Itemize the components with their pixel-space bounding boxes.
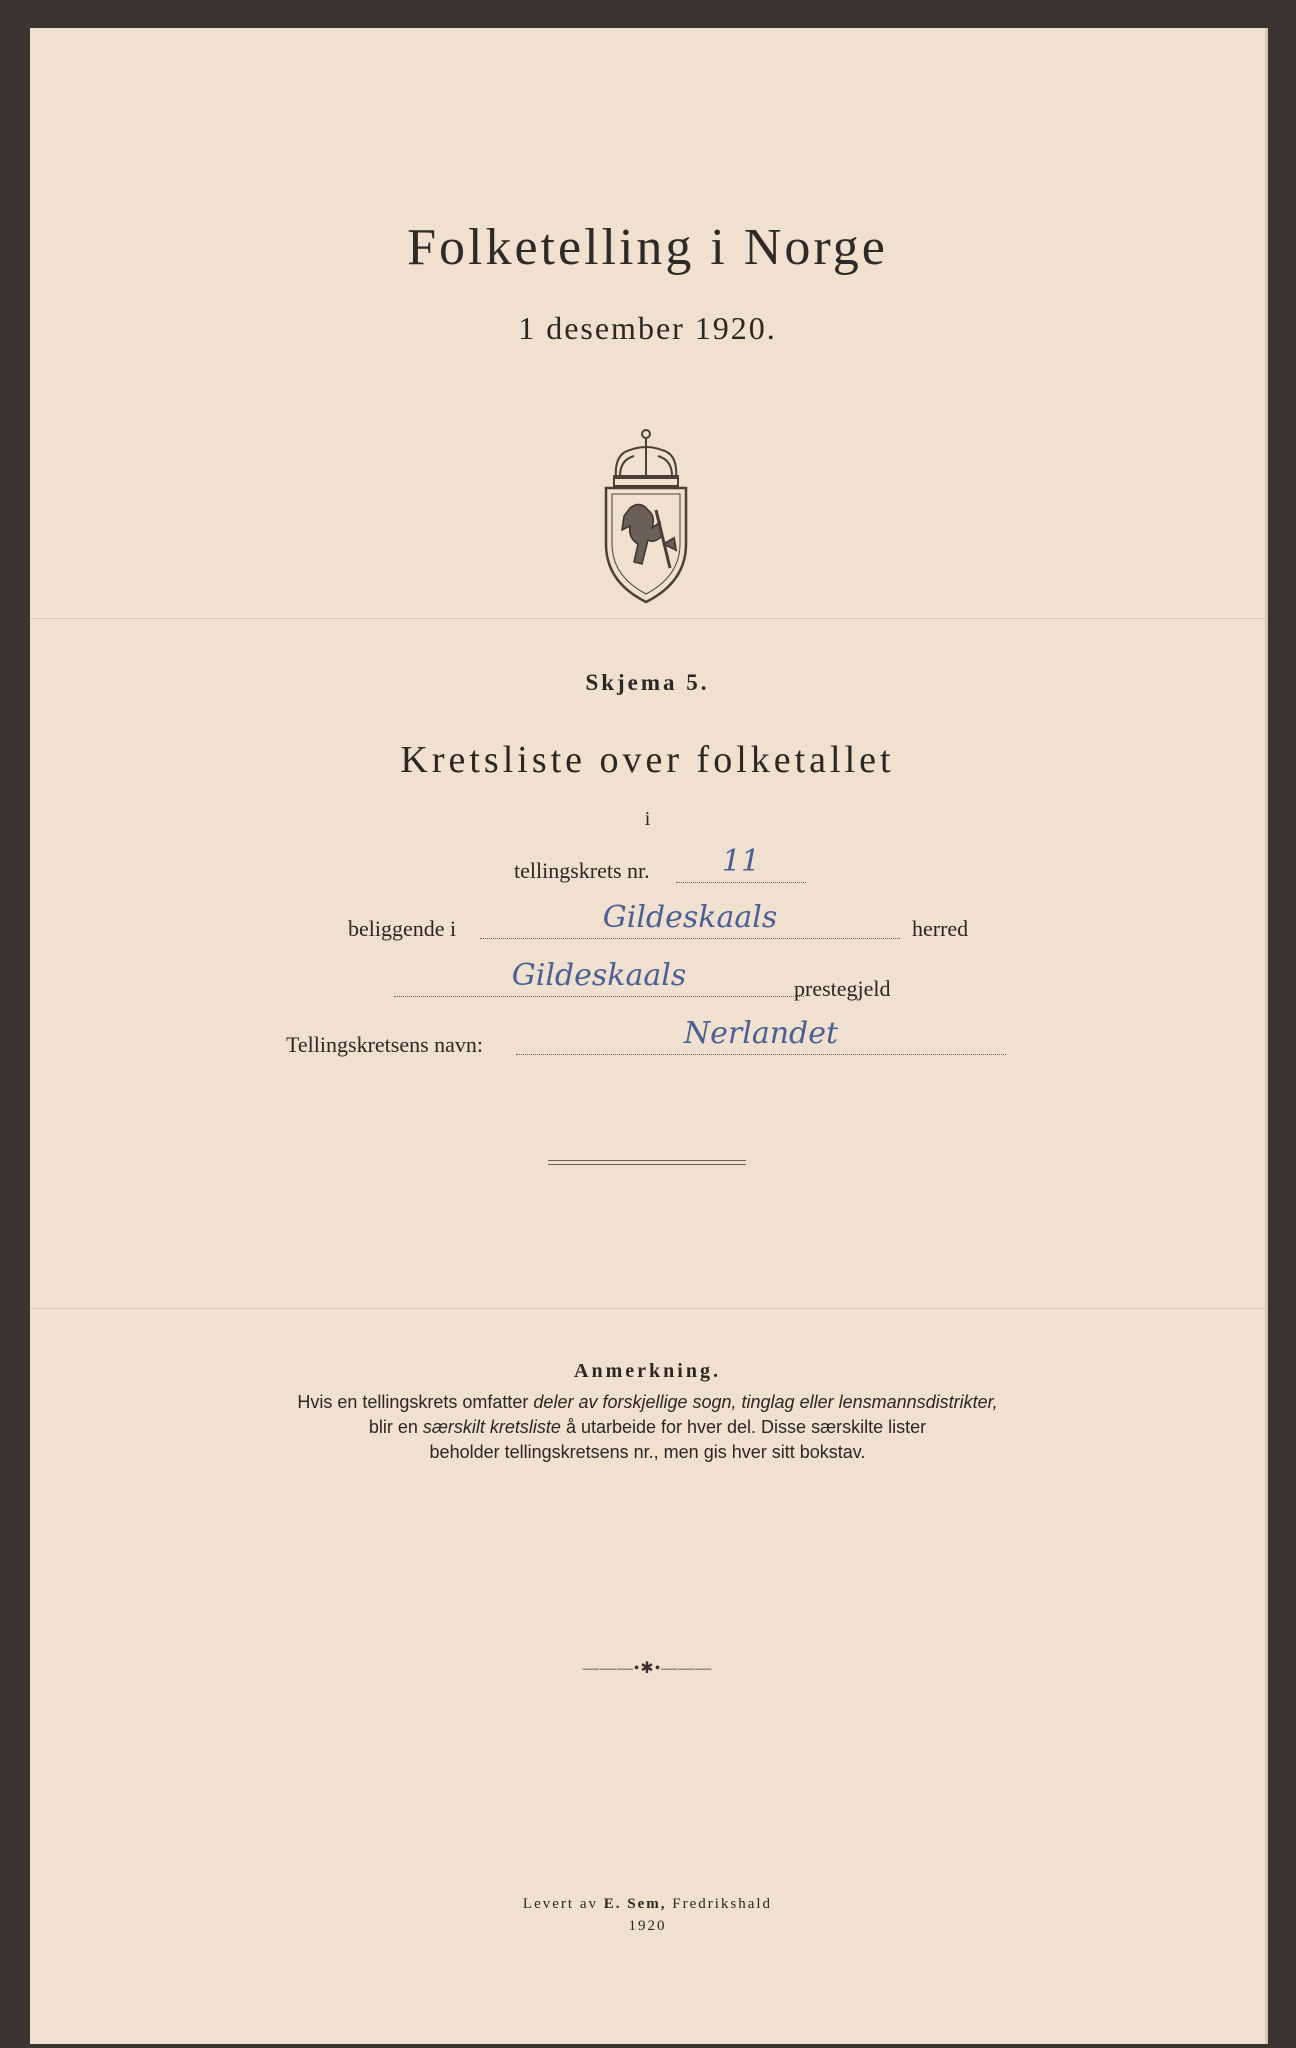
fold-line <box>30 1308 1265 1309</box>
note-line-1 <box>30 1390 1265 1415</box>
navn-label: Tellingskretsens navn: <box>286 1032 484 1057</box>
note-line-2 <box>30 1415 1265 1440</box>
note-text: å utarbeide for hver del. Disse særskilte lister <box>560 1417 927 1437</box>
note-heading: Anmerkning. <box>574 1360 721 1382</box>
ornament-divider: ———•✱•——— <box>582 1660 713 1677</box>
prestegjeld-label: prestegjeld <box>794 976 891 1001</box>
form-heading: Kretsliste over folketallet <box>400 739 895 781</box>
norwegian-coat-of-arms-icon <box>590 426 702 606</box>
divider-rule <box>548 1160 746 1165</box>
preposition-i: i <box>644 808 651 830</box>
krets-name-field[interactable]: Nerlandet <box>516 1014 1006 1055</box>
printer-imprint <box>30 1896 1265 1913</box>
schema-label: Skjema 5. <box>585 670 710 695</box>
census-form-page <box>30 28 1268 2044</box>
imprint-text: Levert av <box>522 1896 604 1912</box>
note-emphasis: deler av forskjellige sogn, tinglag eller lensmannsdistrikter, <box>533 1392 998 1412</box>
census-date: 1 desember 1920. <box>518 310 777 346</box>
note-line-3: beholder tellingskretsens nr., men gis hver sitt bokstav. <box>429 1442 866 1462</box>
note-text: Hvis en tellingskrets omfatter <box>297 1392 534 1412</box>
imprint-place: Fredrikshald <box>666 1896 773 1912</box>
krets-number-field[interactable]: 11 <box>676 842 806 883</box>
prestegjeld-field[interactable]: Gildeskaals <box>394 956 804 997</box>
imprint-year: 1920 <box>628 1918 667 1934</box>
page-title: Folketelling i Norge <box>407 219 888 276</box>
herred-field[interactable]: Gildeskaals <box>480 898 900 939</box>
fold-line <box>30 618 1265 619</box>
printer-name: E. Sem, <box>603 1896 667 1912</box>
beliggende-label: beliggende i <box>348 916 457 941</box>
krets-label: tellingskrets nr. <box>514 858 650 883</box>
herred-label: herred <box>912 916 969 941</box>
note-emphasis: særskilt kretsliste <box>422 1417 561 1437</box>
note-text: blir en <box>368 1417 423 1437</box>
